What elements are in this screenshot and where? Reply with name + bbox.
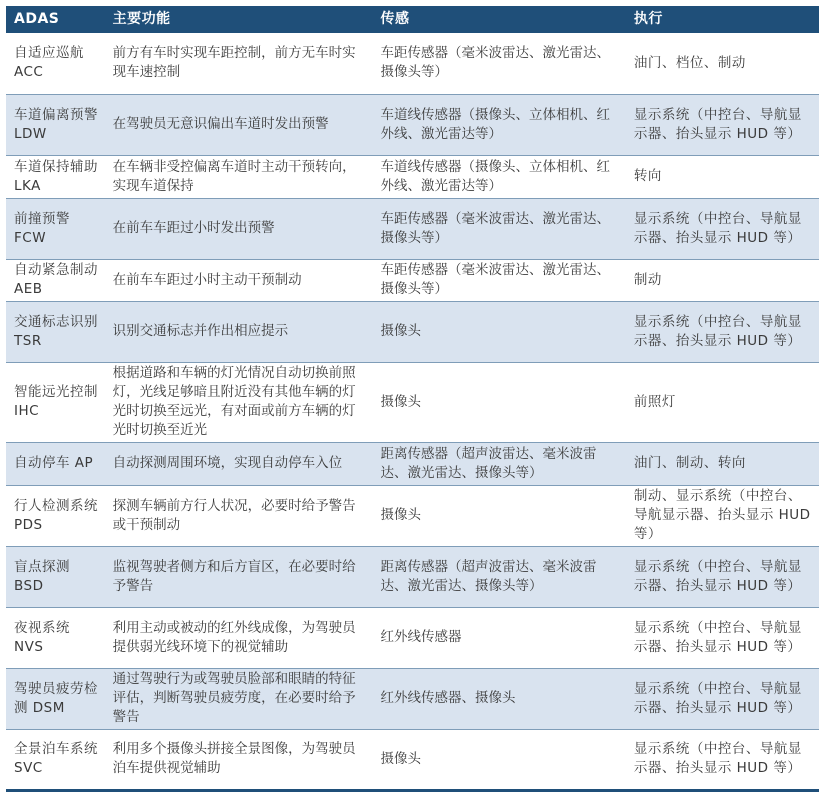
cell-adas: 自动停车 AP — [6, 442, 105, 485]
cell-function: 通过驾驶行为或驾驶员脸部和眼睛的特征评估，判断驾驶员疲劳度，在必要时给予警告 — [105, 668, 373, 729]
cell-execution: 油门、制动、转向 — [626, 442, 819, 485]
cell-execution: 显示系统（中控台、导航显示器、抬头显示 HUD 等） — [626, 94, 819, 155]
cell-function: 根据道路和车辆的灯光情况自动切换前照灯，光线足够暗且附近没有其他车辆的灯光时切换至远光，有对面或前方车辆的灯光时切换至近光 — [105, 362, 373, 442]
cell-sensor: 距离传感器（超声波雷达、毫米波雷达、激光雷达、摄像头等） — [373, 442, 626, 485]
table-row — [6, 259, 819, 301]
cell-function: 自动探测周围环境，实现自动停车入位 — [105, 442, 373, 485]
cell-adas: 行人检测系统 PDS — [6, 485, 105, 546]
table-row — [6, 301, 819, 362]
cell-adas: 驾驶员疲劳检测 DSM — [6, 668, 105, 729]
header-sensor: 传感 — [373, 6, 626, 33]
cell-function: 利用主动或被动的红外线成像，为驾驶员提供弱光线环境下的视觉辅助 — [105, 607, 373, 668]
cell-function: 前方有车时实现车距控制，前方无车时实现车速控制 — [105, 33, 373, 94]
cell-adas: 交通标志识别 TSR — [6, 301, 105, 362]
cell-adas: 智能远光控制 IHC — [6, 362, 105, 442]
cell-sensor: 车距传感器（毫米波雷达、激光雷达、摄像头等） — [373, 33, 626, 94]
cell-execution: 显示系统（中控台、导航显示器、抬头显示 HUD 等） — [626, 301, 819, 362]
cell-sensor: 红外线传感器、摄像头 — [373, 668, 626, 729]
table-row — [6, 155, 819, 198]
cell-sensor: 车道线传感器（摄像头、立体相机、红外线、激光雷达等） — [373, 94, 626, 155]
table-row — [6, 729, 819, 790]
cell-sensor: 摄像头 — [373, 301, 626, 362]
cell-execution: 制动 — [626, 259, 819, 301]
table-row — [6, 546, 819, 607]
cell-adas: 车道保持辅助 LKA — [6, 155, 105, 198]
header-execution: 执行 — [626, 6, 819, 33]
cell-function: 在前车车距过小时发出预警 — [105, 198, 373, 259]
cell-function: 在驾驶员无意识偏出车道时发出预警 — [105, 94, 373, 155]
cell-sensor: 摄像头 — [373, 362, 626, 442]
cell-execution: 前照灯 — [626, 362, 819, 442]
table-row — [6, 198, 819, 259]
cell-adas: 自适应巡航 ACC — [6, 33, 105, 94]
cell-sensor: 红外线传感器 — [373, 607, 626, 668]
table-row — [6, 668, 819, 729]
cell-sensor: 距离传感器（超声波雷达、毫米波雷达、激光雷达、摄像头等） — [373, 546, 626, 607]
table-row — [6, 94, 819, 155]
cell-execution: 显示系统（中控台、导航显示器、抬头显示 HUD 等） — [626, 546, 819, 607]
cell-adas: 自动紧急制动 AEB — [6, 259, 105, 301]
cell-adas: 夜视系统 NVS — [6, 607, 105, 668]
cell-adas: 车道偏离预警 LDW — [6, 94, 105, 155]
table-row — [6, 485, 819, 546]
cell-execution: 显示系统（中控台、导航显示器、抬头显示 HUD 等） — [626, 607, 819, 668]
cell-adas: 全景泊车系统 SVC — [6, 729, 105, 790]
cell-function: 探测车辆前方行人状况，必要时给予警告或干预制动 — [105, 485, 373, 546]
cell-adas: 前撞预警 FCW — [6, 198, 105, 259]
header-row — [6, 6, 819, 33]
header-adas: ADAS — [6, 6, 105, 33]
cell-sensor: 车距传感器（毫米波雷达、激光雷达、摄像头等） — [373, 198, 626, 259]
header-function: 主要功能 — [105, 6, 373, 33]
table-row — [6, 442, 819, 485]
cell-function: 在前车车距过小时主动干预制动 — [105, 259, 373, 301]
cell-function: 利用多个摄像头拼接全景图像，为驾驶员泊车提供视觉辅助 — [105, 729, 373, 790]
cell-adas: 盲点探测 BSD — [6, 546, 105, 607]
cell-execution: 油门、档位、制动 — [626, 33, 819, 94]
cell-sensor: 车道线传感器（摄像头、立体相机、红外线、激光雷达等） — [373, 155, 626, 198]
table-row — [6, 362, 819, 442]
cell-execution: 显示系统（中控台、导航显示器、抬头显示 HUD 等） — [626, 729, 819, 790]
table-row — [6, 33, 819, 94]
cell-function: 在车辆非受控偏离车道时主动干预转向，实现车道保持 — [105, 155, 373, 198]
table-body — [6, 33, 819, 790]
cell-execution: 制动、显示系统（中控台、导航显示器、抬头显示 HUD 等） — [626, 485, 819, 546]
cell-sensor: 摄像头 — [373, 485, 626, 546]
cell-sensor: 车距传感器（毫米波雷达、激光雷达、摄像头等） — [373, 259, 626, 301]
cell-function: 监视驾驶者侧方和后方盲区，在必要时给予警告 — [105, 546, 373, 607]
cell-execution: 显示系统（中控台、导航显示器、抬头显示 HUD 等） — [626, 198, 819, 259]
table-header — [6, 6, 819, 33]
cell-sensor: 摄像头 — [373, 729, 626, 790]
cell-execution: 转向 — [626, 155, 819, 198]
adas-table — [6, 6, 819, 792]
table-row — [6, 607, 819, 668]
adas-table-container — [6, 6, 819, 792]
cell-function: 识别交通标志并作出相应提示 — [105, 301, 373, 362]
cell-execution: 显示系统（中控台、导航显示器、抬头显示 HUD 等） — [626, 668, 819, 729]
